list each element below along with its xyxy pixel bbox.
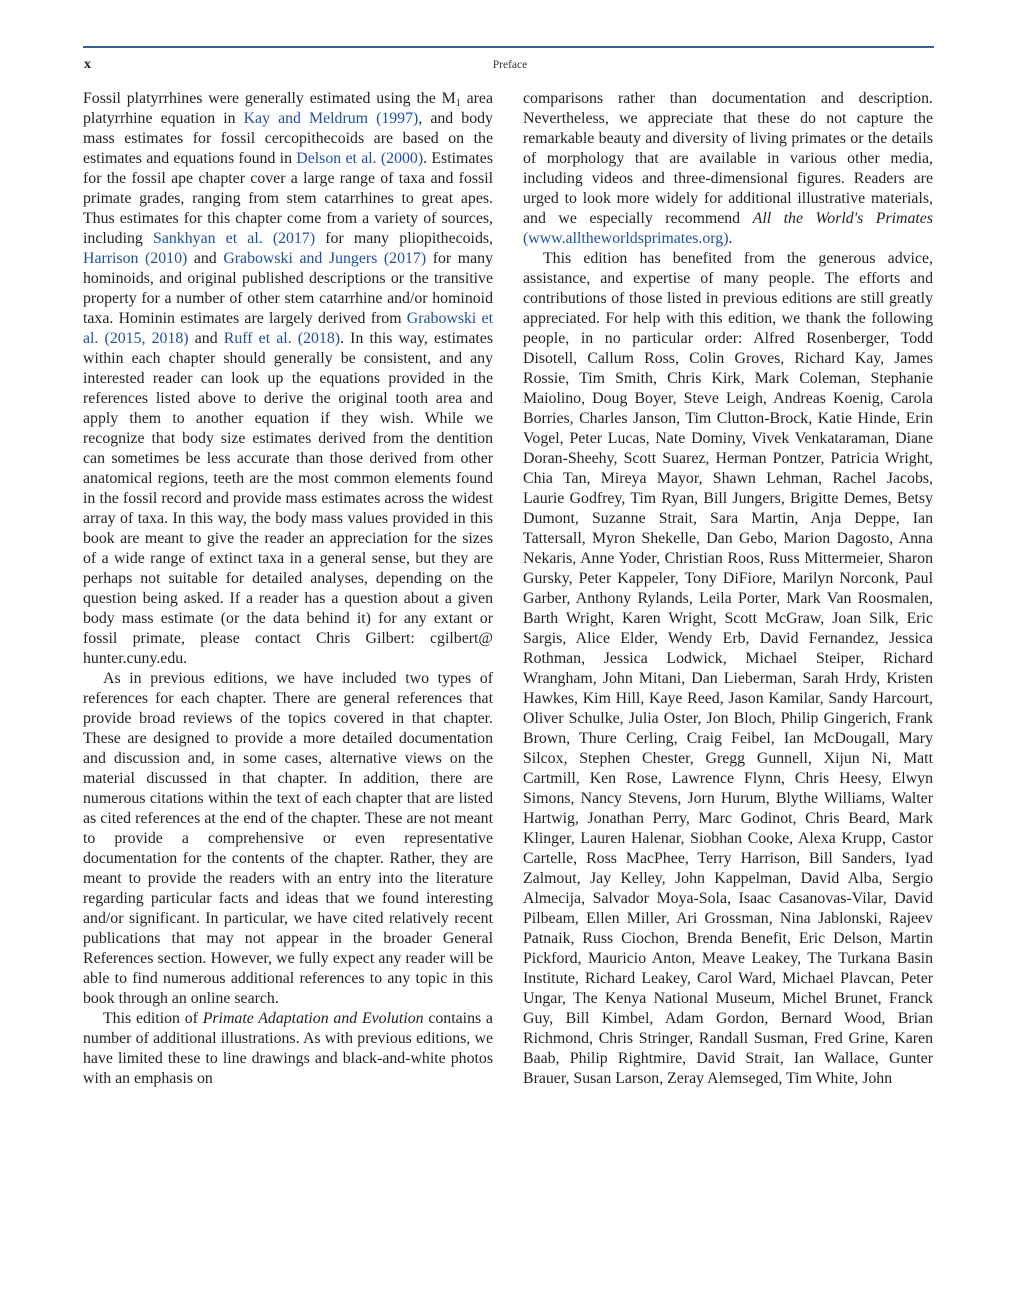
book-title: All the World's Primates: [752, 210, 934, 227]
running-head: Preface: [492, 59, 528, 71]
body-paragraph: This edition of Primate Adaptation and Evolution contains a number of additional illustrations. As with previous editions, we have limited these to line drawings and black-and-white photos with an emphasis on: [83, 1010, 493, 1087]
book-title: Primate Adaptation and Evolution: [202, 1010, 424, 1027]
citation-link[interactable]: Grabowski and Jungers (2017): [223, 250, 427, 267]
citation-link[interactable]: Ruff et al. (2018): [223, 330, 341, 347]
acknowledgments-paragraph: This edition has benefited from the generous advice, assistance, and expertise of many people. The efforts and contributions of those listed in previous editions are still greatly appreciated. For help with this edition, we thank the following people, in no particular order: Alfred Rosenberger, Todd Disotell, Callum Ross, Colin Groves, Richard Kay, James Rossie, Tim Smith, Chris Kirk, Mark Coleman, Stephanie Maiolino, Doug Boyer, Steve Leigh, Andreas Koenig, Carola Borries, Charles Janson, Tim Clutton-Brock, Katie Hinde, Erin Vogel, Peter Lucas, Nate Dominy, Vivek Venkataraman, Diane Doran-Sheehy, Scott Suarez, Herman Pontzer, Patricia Wright, Chia Tan, Mireya Mayor, Shawn Lehman, Rachel Jacobs, Laurie Godfrey, Tim Ryan, Bill Jungers, Brigitte Demes, Betsy Dumont, Suzanne Strait, Sara Martin, Anja Deppe, Ian Tattersall, Myron Shekelle, Dan Gebo, Marion Dagosto, Anna Nekaris, Anne Yoder, Christian Roos, Russ Mittermeier, Sharon Gursky, Peter Kappeler, Tony DiFiore, Marilyn Norconk, Paul Garber, Anthony Rylands, Leila Porter, Mark Van Roosmalen, Barth Wright, Karen Wright, Scott McGraw, Joan Silk, Eric Sargis, Alice Elder, Wendy Erb, David Fernandez, Jessica Rothman, Jessica Lodwick, Michael Steiper, Richard Wrangham, John Mitani, Dan Lieberman, Sarah Hrdy, Kristen Hawkes, Kim Hill, Kaye Reed, Jason Kamilar, Sandy Harcourt, Oliver Schulke, Julia Oster, Jon Bloch, Philip Gingerich, Frank Brown, Thure Cerling, Craig Feibel, Ian McDougall, Mary Silcox, Stephen Chester, Gregg Gunnell, Xijun Ni, Matt Cartmill, Ken Rose, Lawrence Flynn, Chris Heesy, Elwyn Simons, Nancy Stevens, Jorn Hurum, Blythe Williams, Walter Hartwig, Jonathan Perry, Marc Godinot, Chris Beard, Mark Klinger, Lauren Halenar, Siobhan Cooke, Alexa Krupp, Castor Cartelle, Ross MacPhee, Terry Harrison, Bill Sanders, Iyad Zalmout, Jay Kelley, John Kappelman, David Alba, Sergio Almecija, Salvador Moya-Sola, Isaac Casanovas-Vilar, David Pilbeam, Ellen Miller, Ari Grossman, Nina Jablonski, Rajeev Patnaik, Russ Ciochon, Brenda Benefit, Eric Delson, Martin Pickford, Mauricio Anton, Meave Leakey, The Turkana Basin Institute, Richard Leakey, Carol Ward, Michael Plavcan, Peter Ungar, The Kenya National Museum, Michel Brunet, Franck Guy, Bill Kimbel, Adam Gordon, Bernard Wood, Brian Richmond, Chris Stringer, Randall Susman, Fred Grine, Karen Baab, Philip Rightmire, David Strait, Ian Wallace, Gunter Brauer, Susan Larson, Zeray Alemseged, Tim White, John: [523, 250, 933, 1087]
header-rule: [83, 46, 934, 48]
citation-link[interactable]: Sankhyan et al. (2017): [153, 230, 316, 247]
body-paragraph: As in previous editions, we have included two types of references for each chapter. There are general references that provide broad reviews of the topics covered in that chapter. These are designed to provide a more detailed documentation and discussion and, in some cases, alternative views on the material discussed in that chapter. In addition, there are numerous citations within the text of each chapter that are listed as cited references at the end of the chapter. These are not meant to provide a comprehensive or even representative documentation for the contents of the chapter. Rather, they are meant to provide the readers with an entry into the literature regarding particular facts and ideas that we found interesting and/or significant. In particular, we have cited relatively recent publications that may not appear in the broader General References section. However, we fully expect any reader will be able to find numerous additional references to any topic in this book through an online search.: [83, 670, 493, 1007]
citation-link[interactable]: Delson et al. (2000): [296, 150, 424, 167]
right-column: [523, 89, 933, 1089]
citation-link[interactable]: Kay and Meldrum (1997): [243, 110, 419, 127]
citation-link[interactable]: Grabowski et al. (2015, 2018): [83, 310, 493, 347]
body-paragraph: Fossil platyrrhines were generally estimated using the $M_1$ area platyrrhine equation in Kay and Meldrum (1997), and body mass estimates for fossil cercopithecoids are based on the estimates and equations found in Delson et al. (2000). Estimates for the fossil ape chapter cover a large range of taxa and fossil primate grades, ranging from stem catarrhines to great apes. Thus estimates for this chapter come from a variety of sources, including Sankhyan et al. (2017) for many pliopithecoids, Harrison (2010) and Grabowski and Jungers (2017) for many hominoids, and original published descriptions or the transitive property for a number of other stem catarrhine and/or hominoid taxa. Hominin estimates are largely derived from Grabowski et al. (2015, 2018) and Ruff et al. (2018). In this way, estimates within each chapter should generally be consistent, and any interested reader can look up the equations provided in the references listed above to derive the original tooth area and apply them to another equation if they wish. While we recognize that body size estimates derived from the dentition can sometimes be less accurate than those derived from other anatomical regions, teeth are the most common elements found in the fossil record and provide mass estimates across the widest array of taxa. In this way, the body mass values provided in this book are meant to give the reader an appreciation for the sizes of a wide range of extinct taxa in a general sense, but they are perhaps not suitable for detailed analyses, depending on the question being asked. If a reader has a question about a given body mass estimate (or the data behind it) for any extant or fossil primate, please contact Chris Gilbert: cgilbert@ hunter.cuny.edu.: [83, 90, 494, 667]
website-link[interactable]: (www.alltheworldsprimates.org): [523, 230, 729, 247]
body-paragraph: comparisons rather than documentation and description. Nevertheless, we appreciate that these do not capture the remarkable beauty and diversity of living primates or the details of morphology that are available in various other media, including videos and three-dimensional figures. Readers are urged to look more widely for additional illustrative materials, and we especially recommend All the World's Primates (www.alltheworldsprimates.org).: [523, 90, 934, 247]
left-column: [83, 89, 493, 1089]
citation-link[interactable]: Harrison (2010): [83, 250, 188, 267]
page-number: x: [84, 57, 91, 72]
